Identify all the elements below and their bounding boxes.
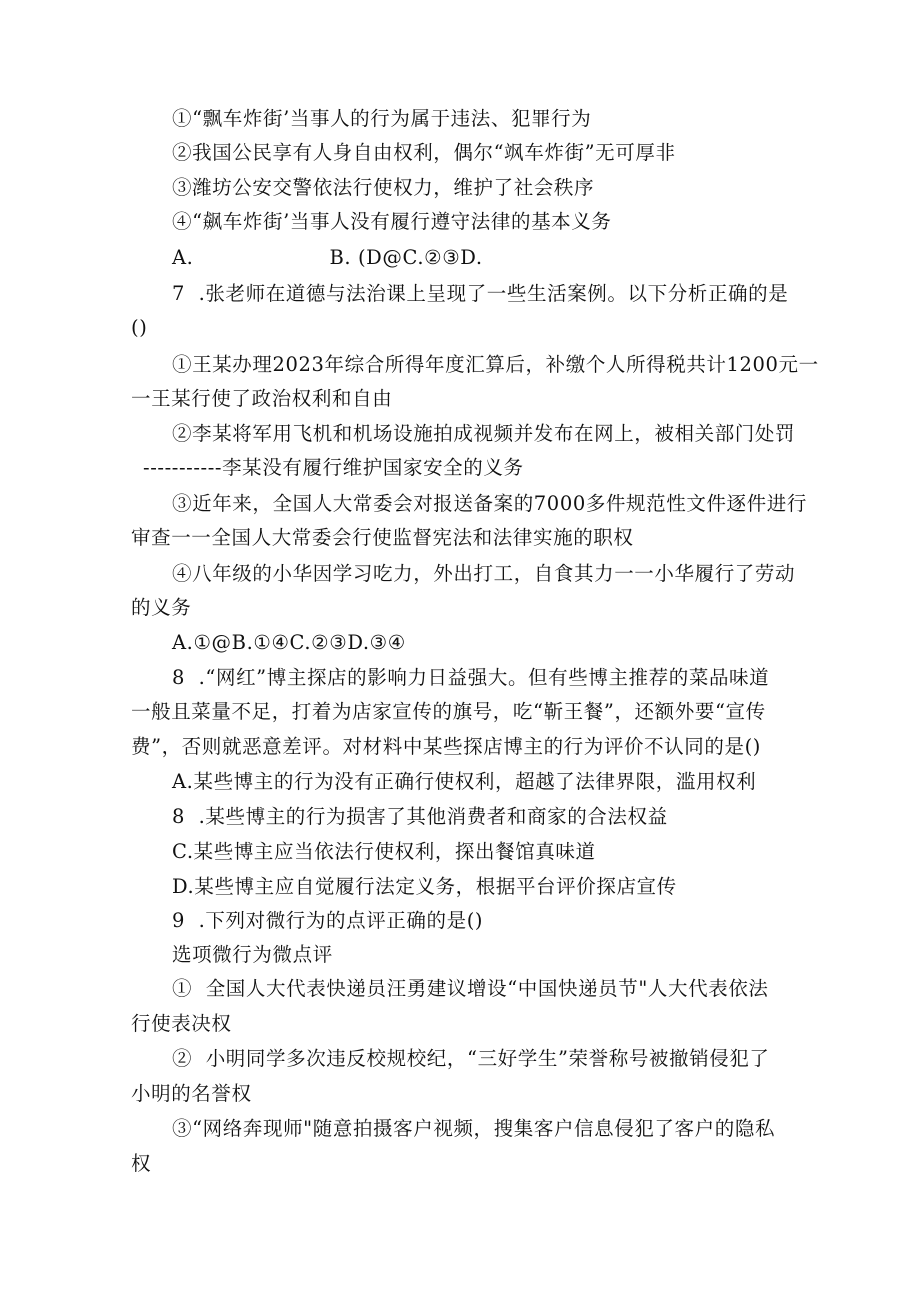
question-7-stem: 7 .张老师在道德与法治课上呈现了一些生活案例。以下分析正确的是 [172,282,789,305]
question-8-stem-2: 一般且菜量不足，打着为店家宣传的旗号，吃“靳王餐”，还额外要“宣传 [131,700,766,723]
case-2-line-2: -----------李某没有履行维护国家安全的义务 [143,456,524,479]
answer-choices-7: A.①@B.①④C.②③D.③④ [172,631,406,654]
item-9-1-line-2: 行使表决权 [131,1012,232,1035]
option-line-3: ③潍坊公安交警依法行使权力，维护了社会秩序 [172,176,595,199]
case-4-line-2: 的义务 [131,596,192,619]
option-line-1: ①“飘车炸街’当事人的行为属于违法、犯罪行为 [172,107,592,130]
answer-choices-6: A. B. (D@C.②③D. [172,246,483,269]
item-9-3-line-2: 权 [131,1152,152,1175]
question-8-stem-3: 费”，否则就恶意差评。对材料中某些探店博主的行为评价不认同的是() [131,735,761,758]
item-9-2-line-2: 小明的名誉权 [131,1082,252,1105]
option-8-d: D.某些博主应自觉履行法定义务，根据平台评价探店宣传 [172,875,677,898]
option-line-2: ②我国公民享有人身自由权利，偶尔“飒车炸街”无可厚非 [172,141,676,164]
case-3-line-1: ③近年来，全国人大常委会对报送备案的7000多件规范性文件逐件进行 [172,492,807,515]
item-9-3-line-1: ③“网络奔现师"随意拍摄客户视频，搜集客户信息侵犯了客户的隐私 [172,1117,776,1140]
option-8-b: 8 .某些博主的行为损害了其他消费者和商家的合法权益 [172,805,668,828]
question-9-stem: 9 .下列对微行为的点评正确的是() [172,909,484,932]
question-8-stem-1: 8 .“网红”博主探店的影响力日益强大。但有些博主推荐的菜品味道 [172,666,770,689]
case-3-line-2: 审查一一全国人大常委会行使监督宪法和法律实施的职权 [131,526,634,549]
question-7-blank: () [131,316,148,339]
option-8-a: A.某些博主的行为没有正确行使权利，超越了法律界限，滥用权利 [172,770,757,793]
case-4-line-1: ④八年级的小华因学习吃力，外出打工，自食其力一一小华履行了劳动 [172,562,796,585]
case-1-line-2: 一王某行使了政治权利和自由 [131,387,393,410]
case-1-line-1: ①王某办理2023年综合所得年度汇算后，补缴个人所得税共计1200元一 [172,353,819,376]
question-9-table-header: 选项微行为微点评 [172,943,333,966]
case-2-line-1: ②李某将军用飞机和机场设施拍成视频并发布在网上，被相关部门处罚 [172,422,796,445]
option-line-4: ④“飙车炸街’当事人没有履行遵守法律的基本义务 [172,210,612,233]
item-9-2-line-1: ② 小明同学多次违反校规校纪，“三好学生”荣誉称号被撤销侵犯了 [172,1047,770,1070]
item-9-1-line-1: ① 全国人大代表快递员汪勇建议增设“中国快递员节"人大代表依法 [172,977,769,1000]
option-8-c: C.某些博主应当依法行使权利，探出餐馆真味道 [172,840,596,863]
